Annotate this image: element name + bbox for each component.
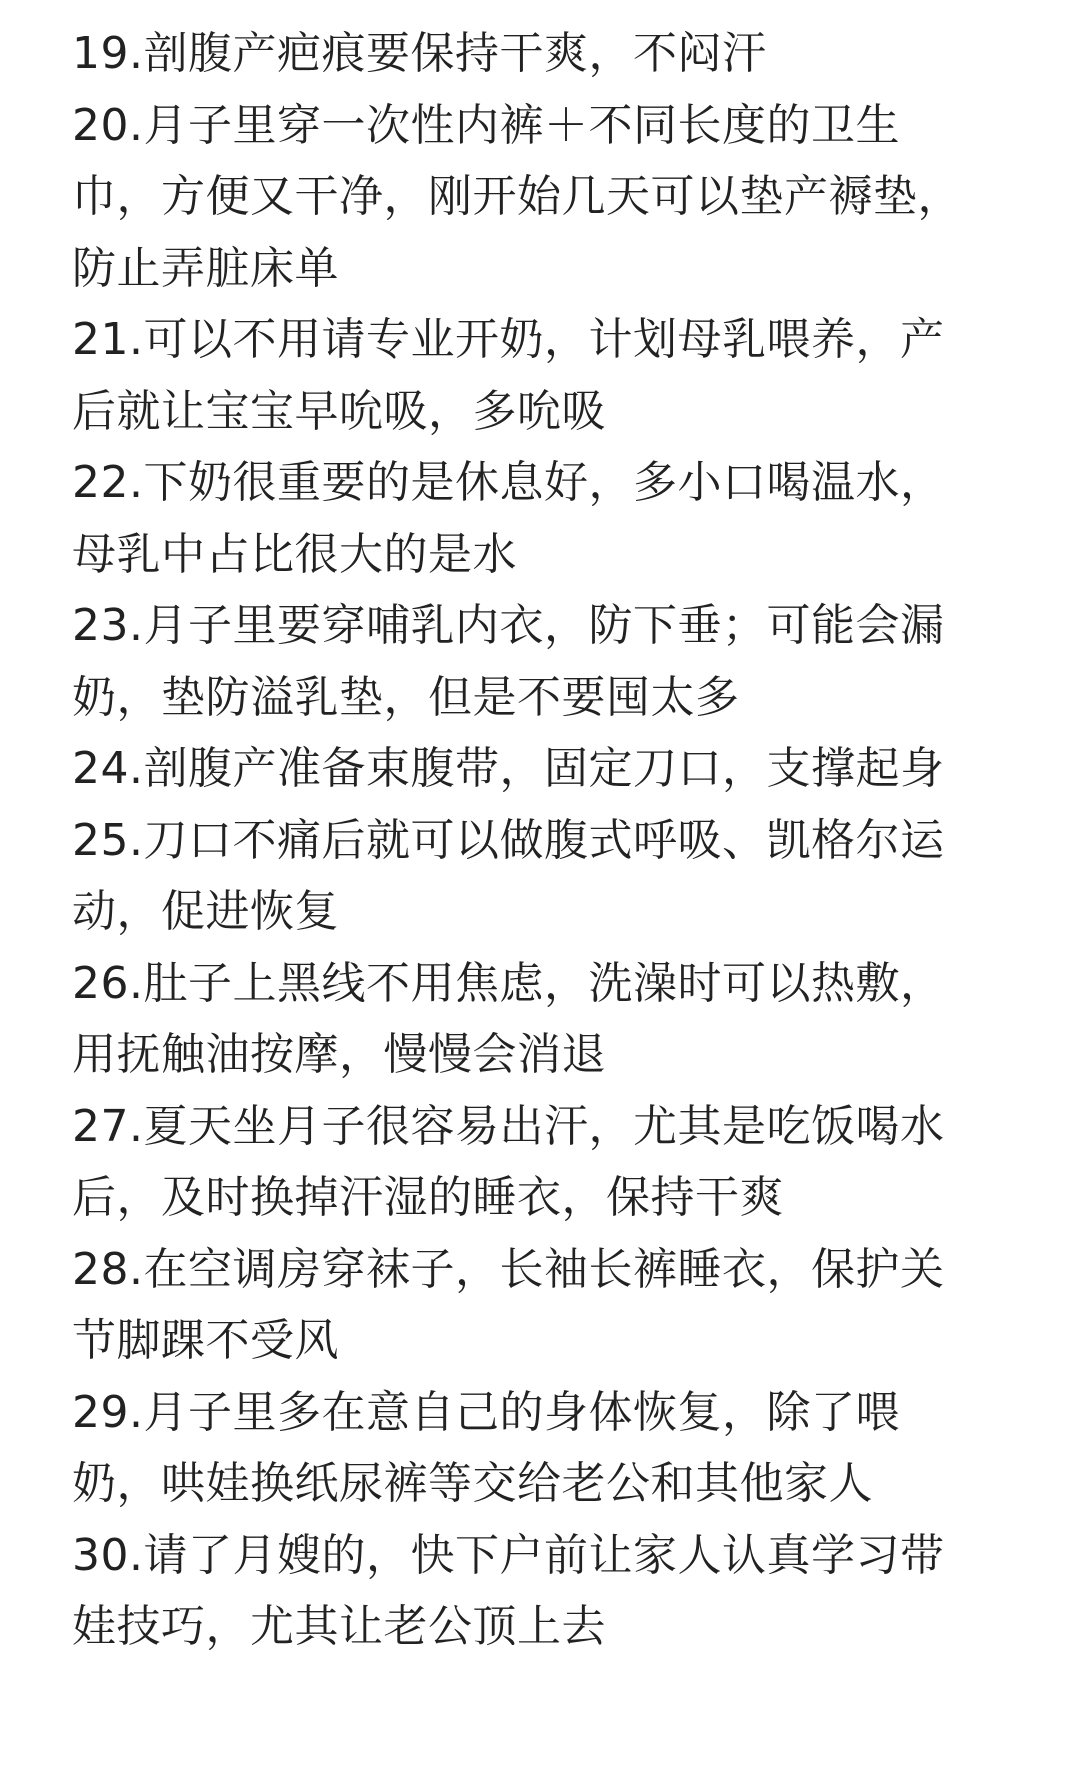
text-line: 24.剖腹产准备束腹带，固定刀口，支撑起身 [72, 743, 945, 794]
text-line: 28.在空调房穿袜子，长袖长裤睡衣，保护关 [72, 1243, 945, 1295]
text-line: 母乳中占比很大的是水 [72, 528, 517, 580]
text-line: 27.夏天坐月子很容易出汗，尤其是吃饭喝水 [72, 1100, 945, 1152]
text-line: 后就让宝宝早吮吸，多吮吸 [72, 385, 606, 437]
cut-off-text-fragment [110, 0, 410, 2]
postpartum-tips-list [72, 18, 992, 1663]
text-line: 奶，哄娃换纸尿裤等交给老公和其他家人 [72, 1458, 873, 1509]
text-line: 22.下奶很重要的是休息好，多小口喝温水， [72, 457, 945, 508]
text-line: 后，及时换掉汗湿的睡衣，保持干爽 [72, 1172, 784, 1223]
text-line: 奶，垫防溢乳垫，但是不要囤太多 [72, 671, 740, 723]
text-line: 动，促进恢复 [72, 886, 339, 937]
text-line: 19.剖腹产疤痕要保持干爽，不闷汗 [72, 28, 767, 79]
text-line: 21.可以不用请专业开奶，计划母乳喂养，产 [72, 314, 945, 365]
text-line: 26.肚子上黑线不用焦虑，洗澡时可以热敷， [72, 957, 945, 1009]
text-line: 29.月子里多在意自己的身体恢复，除了喂 [72, 1386, 900, 1438]
text-line: 25.刀口不痛后就可以做腹式呼吸、凯格尔运 [72, 814, 945, 866]
text-line: 巾，方便又干净，刚开始几天可以垫产褥垫， [72, 171, 962, 222]
text-line: 23.月子里要穿哺乳内衣，防下垂；可能会漏 [72, 600, 945, 651]
text-line: 防止弄脏床单 [72, 242, 339, 294]
text-line: 节脚踝不受风 [72, 1315, 339, 1366]
text-line: 娃技巧，尤其让老公顶上去 [72, 1601, 606, 1652]
text-line: 用抚触油按摩，慢慢会消退 [72, 1029, 606, 1080]
text-line: 20.月子里穿一次性内裤＋不同长度的卫生 [72, 99, 900, 151]
text-line: 30.请了月嫂的，快下户前让家人认真学习带 [72, 1529, 945, 1581]
